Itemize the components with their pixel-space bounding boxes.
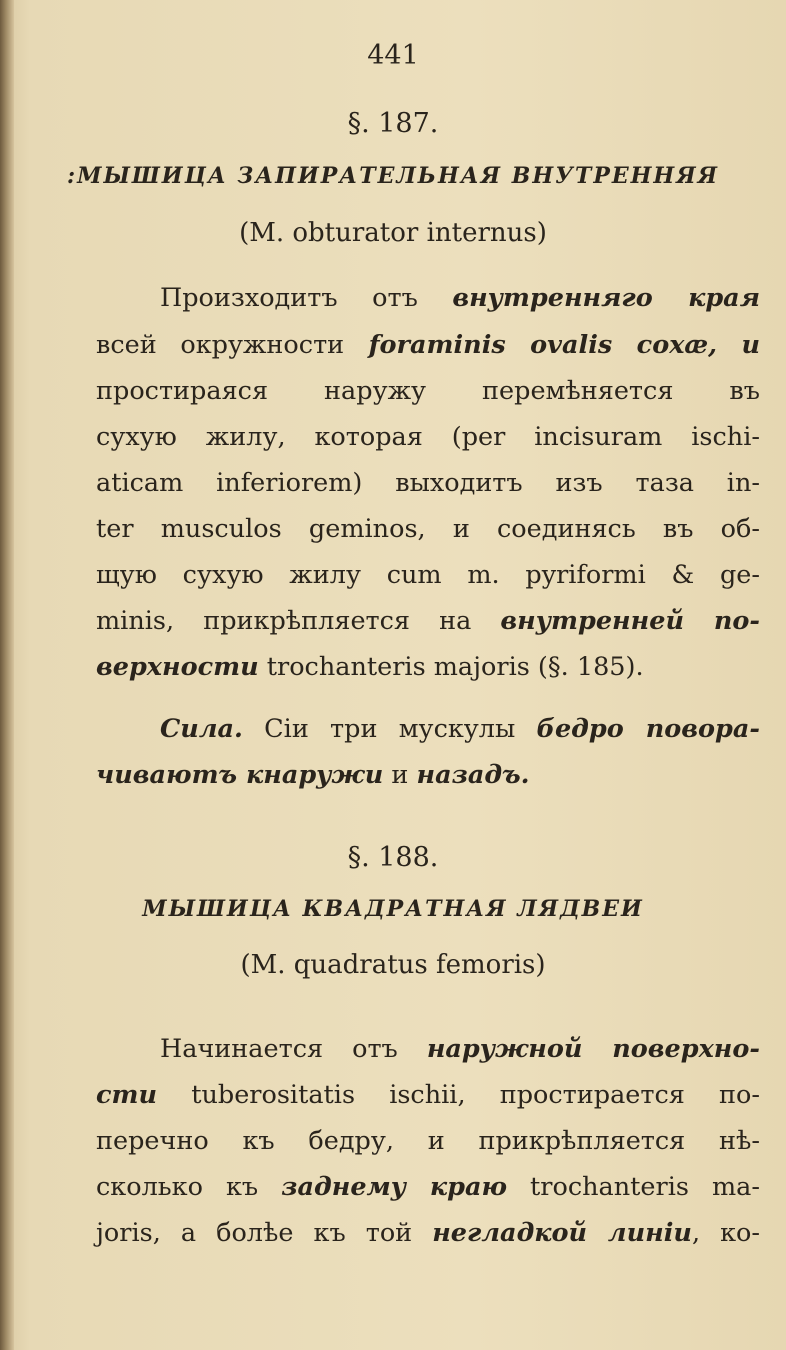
italic-term: внутренней по-: [500, 606, 760, 636]
section-187-paragraph-line: [96, 376, 760, 406]
text-run: Сіи три мускулы: [242, 714, 537, 744]
italic-term: сти: [96, 1080, 158, 1110]
section-187-paragraph-line: [96, 514, 760, 544]
text-run: Начинается отъ: [160, 1034, 427, 1064]
section-187-force-line: [160, 714, 760, 744]
text-run: Произходитъ отъ: [160, 283, 453, 313]
text-run: , ко-: [691, 1218, 760, 1248]
section-187-paragraph-line: [96, 652, 760, 682]
text-run: trochanteris majoris (§. 185).: [258, 652, 644, 682]
text-run: щую сухую жилу cum m. pyriformi & ge-: [96, 560, 760, 590]
section-187-number: §. 187.: [347, 108, 439, 139]
page-number: 441: [367, 40, 419, 71]
section-187-paragraph-line: [96, 468, 760, 498]
text-run: aticam inferiorem) выходитъ изъ таза in-: [96, 468, 760, 498]
italic-term: наружной поверхно-: [426, 1034, 760, 1064]
section-188-paragraph-line: [96, 1172, 760, 1202]
section-188-latin-name: (M. quadratus femoris): [240, 950, 546, 980]
text-run: сколько къ: [96, 1172, 282, 1202]
section-187-paragraph-line: [96, 606, 760, 636]
italic-term: внутренняго края: [452, 283, 760, 313]
italic-term: Сила.: [160, 714, 243, 744]
section-187-paragraph-line: [96, 330, 760, 360]
section-188-paragraph-line: [96, 1126, 760, 1156]
book-spine-shadow: [0, 0, 14, 1350]
section-187-paragraph-line: [96, 422, 760, 452]
text-run: перечно къ бедру, и прикрѣпляется нѣ-: [96, 1126, 760, 1156]
italic-term: верхности: [96, 652, 259, 682]
section-188-paragraph-line: [96, 1080, 760, 1110]
text-run: tuberositatis ischii, простирается по-: [157, 1080, 760, 1110]
section-188-title: МЫШИЦА КВАДРАТНАЯ ЛЯДВЕИ: [142, 896, 644, 922]
italic-term: назадъ.: [416, 760, 530, 790]
text-run: простираяся наружу перемѣняется въ: [96, 376, 760, 406]
italic-term: бедро повора-: [536, 714, 760, 744]
text-run: и: [383, 760, 417, 790]
section-187-paragraph-line: [96, 560, 760, 590]
text-run: сухую жилу, которая (per incisuram ischi-: [96, 422, 760, 452]
text-run: joris, а болѣе къ той: [96, 1218, 433, 1248]
section-187-latin-name: (M. obturator internus): [239, 218, 547, 248]
italic-term: foraminis ovalis coxæ, и: [344, 330, 760, 360]
section-187-paragraph-line: [160, 283, 760, 313]
section-188-paragraph-line: [96, 1218, 760, 1248]
section-188-number: §. 188.: [347, 842, 439, 873]
italic-term: чиваютъ кнаружи: [96, 760, 384, 790]
text-run: trochanteris ma-: [507, 1172, 760, 1202]
italic-term: негладкой линіи: [432, 1218, 692, 1248]
section-187-force-line: [96, 760, 760, 790]
section-187-title: :МЫШИЦА ЗАПИРАТЕЛЬНАЯ ВНУТРЕННЯЯ: [66, 163, 720, 189]
section-188-paragraph-line: [160, 1034, 760, 1064]
italic-term: заднему краю: [281, 1172, 508, 1202]
text-run: minis, прикрѣпляется на: [96, 606, 501, 636]
text-run: ter musculos geminos, и соединясь въ об-: [96, 514, 760, 544]
text-run: всей окружности: [96, 330, 345, 360]
